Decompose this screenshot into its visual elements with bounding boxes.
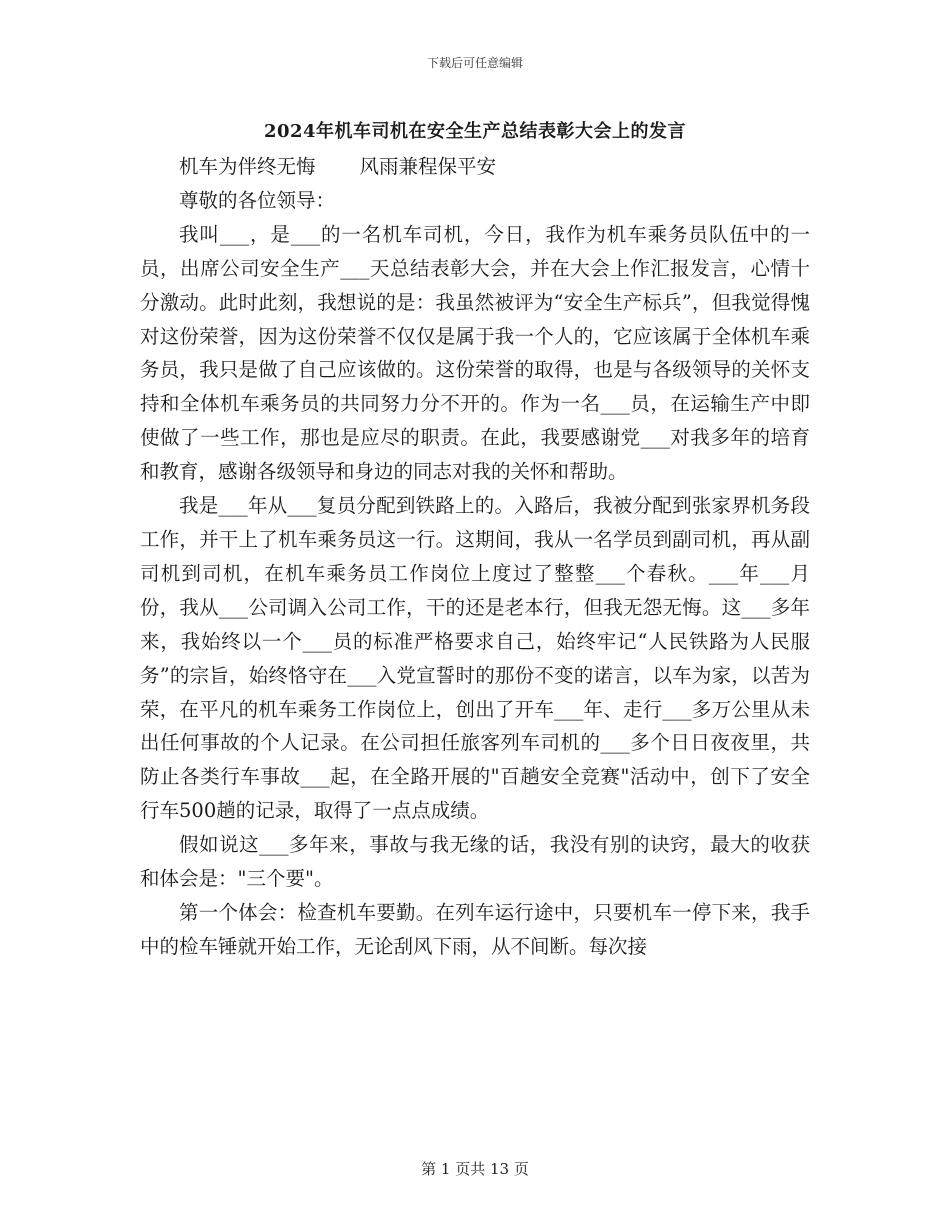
subtitle-part-2: 风雨兼程保平安 (359, 155, 497, 178)
page-header: 下载后可任意编辑 (426, 56, 523, 70)
paragraph-3: 假如说这___多年来，事故与我无缘的话，我没有别的诀窍，最大的收获和体会是："三个要"。 (140, 833, 810, 891)
greeting: 尊敬的各位领导： (179, 188, 336, 212)
subtitle-part-1: 机车为伴终无悔 (179, 155, 316, 178)
paragraph-2: 我是___年从___复员分配到铁路上的。入路后，我被分配到张家界机务段工作，并干上了机车乘务员这一行。这期间，我从一名学员到副司机，再从副司机到司机，在机车乘务员工作岗位上度过了整整___个春秋。___年___月份，我从___公司调入公司工作，干的还是老本行，但我无怨无悔。这___多年来，我始终以一个___员的标准严格要求自己，始终牢记“人民铁路为人民服务”的宗旨，始终恪守在___入党宣誓时的那份不变的诺言，以车为家，以苦为荣，在平凡的机车乘务工作岗位上，创出了开车___年、走行___多万公里从未出任何事故的个人记录。在公司担任旅客列车司机的___多个日日夜夜里，共防止各类行车事故___起，在全路开展的"百趟安全竞赛"活动中，创下了安全行车500趟的记录，取得了一点点成绩。 (140, 494, 810, 823)
document-title: 2024年机车司机在安全生产总结表彰大会上的发言 (263, 121, 687, 142)
paragraph-1: 我叫___，是___的一名机车司机，今日，我作为机车乘务员队伍中的一员，出席公司安全生产___天总结表彰大会，并在大会上作汇报发言，心情十分激动。此时此刻，我想说的是：我虽然被评为“安全生产标兵”，但我觉得愧对这份荣誉，因为这份荣誉不仅仅是属于我一个人的，它应该属于全体机车乘务员，我只是做了自己应该做的。这份荣誉的取得，也是与各级领导的关怀支持和全体机车乘务员的共同努力分不开的。作为一名___员，在运输生产中即使做了一些工作，那也是应尽的职责。在此，我要感谢党___对我多年的培育和教育，感谢各级领导和身边的同志对我的关怀和帮助。 (140, 222, 810, 484)
subtitle-line (140, 150, 810, 184)
paragraph-4: 第一个体会：检查机车要勤。在列车运行途中，只要机车一停下来，我手中的检车锤就开始工作，无论刮风下雨，从不间断。每次接 (140, 900, 810, 958)
page-footer: 第 1 页共 13 页 (421, 1160, 529, 1178)
document-body (140, 150, 810, 964)
